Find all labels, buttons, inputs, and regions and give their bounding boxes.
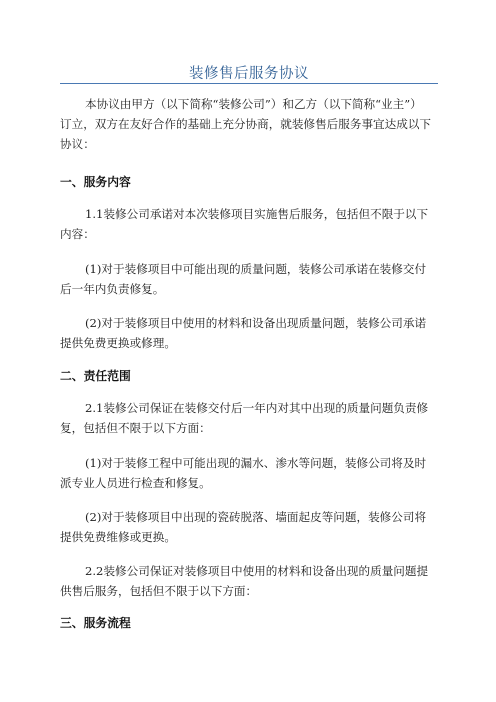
document-title: 装修售后服务协议: [189, 66, 309, 82]
intro-paragraph: [60, 94, 438, 154]
clause-1-item-1-line-2: 后一年内负责修复。: [60, 282, 165, 296]
clause-2-item-2-line-2: 提供免费维修或更换。: [60, 530, 176, 544]
title-underline: [60, 83, 438, 84]
clause-2-1: [60, 398, 438, 438]
clause-2-item-1-line-2: 派专业人员进行检查和修复。: [60, 476, 211, 490]
intro-line-3: 协议：: [60, 137, 95, 151]
clause-1-1-line-2: 内容：: [60, 227, 95, 241]
intro-line-2: 订立，双方在友好合作的基础上充分协商，就装修售后服务事宜达成以下: [60, 117, 432, 131]
clause-2-item-1-line-1: (1)对于装修工程中可能出现的漏水、渗水等问题，装修公司将及时: [85, 456, 427, 470]
clause-2-item-2-line-1: (2)对于装修项目中出现的瓷砖脱落、墙面起皮等问题，装修公司将: [85, 510, 427, 524]
clause-2-1-line-1: 2.1装修公司保证在装修交付后一年内对其中出现的质量问题负责修: [85, 401, 429, 415]
section-2-heading: 二、责任范围: [60, 369, 131, 383]
intro-line-1: 本协议由甲方（以下简称“装修公司”）和乙方（以下简称“业主”）: [85, 97, 422, 111]
section-1-heading: 一、服务内容: [60, 175, 131, 189]
clause-1-item-1: [60, 259, 438, 299]
clause-2-2: [60, 561, 438, 601]
clause-1-item-2: [60, 313, 438, 353]
clause-1-1: [60, 204, 438, 244]
clause-1-item-2-line-1: (2)对于装修项目中使用的材料和设备出现质量问题，装修公司承诺: [85, 316, 427, 330]
clause-2-item-2: [60, 507, 438, 547]
clause-2-item-1: [60, 453, 438, 493]
clause-2-2-line-2: 供售后服务，包括但不限于以下方面：: [60, 584, 258, 598]
clause-2-1-line-2: 复，包括但不限于以下方面：: [60, 421, 211, 435]
clause-1-item-2-line-2: 提供免费更换或修理。: [60, 336, 176, 350]
clause-2-2-line-1: 2.2装修公司保证对装修项目中使用的材料和设备出现的质量问题提: [85, 564, 429, 578]
clause-1-item-1-line-1: (1)对于装修项目中可能出现的质量问题，装修公司承诺在装修交付: [85, 262, 427, 276]
section-3-heading: 三、服务流程: [60, 616, 131, 630]
clause-1-1-line-1: 1.1装修公司承诺对本次装修项目实施售后服务，包括但不限于以下: [85, 207, 429, 221]
